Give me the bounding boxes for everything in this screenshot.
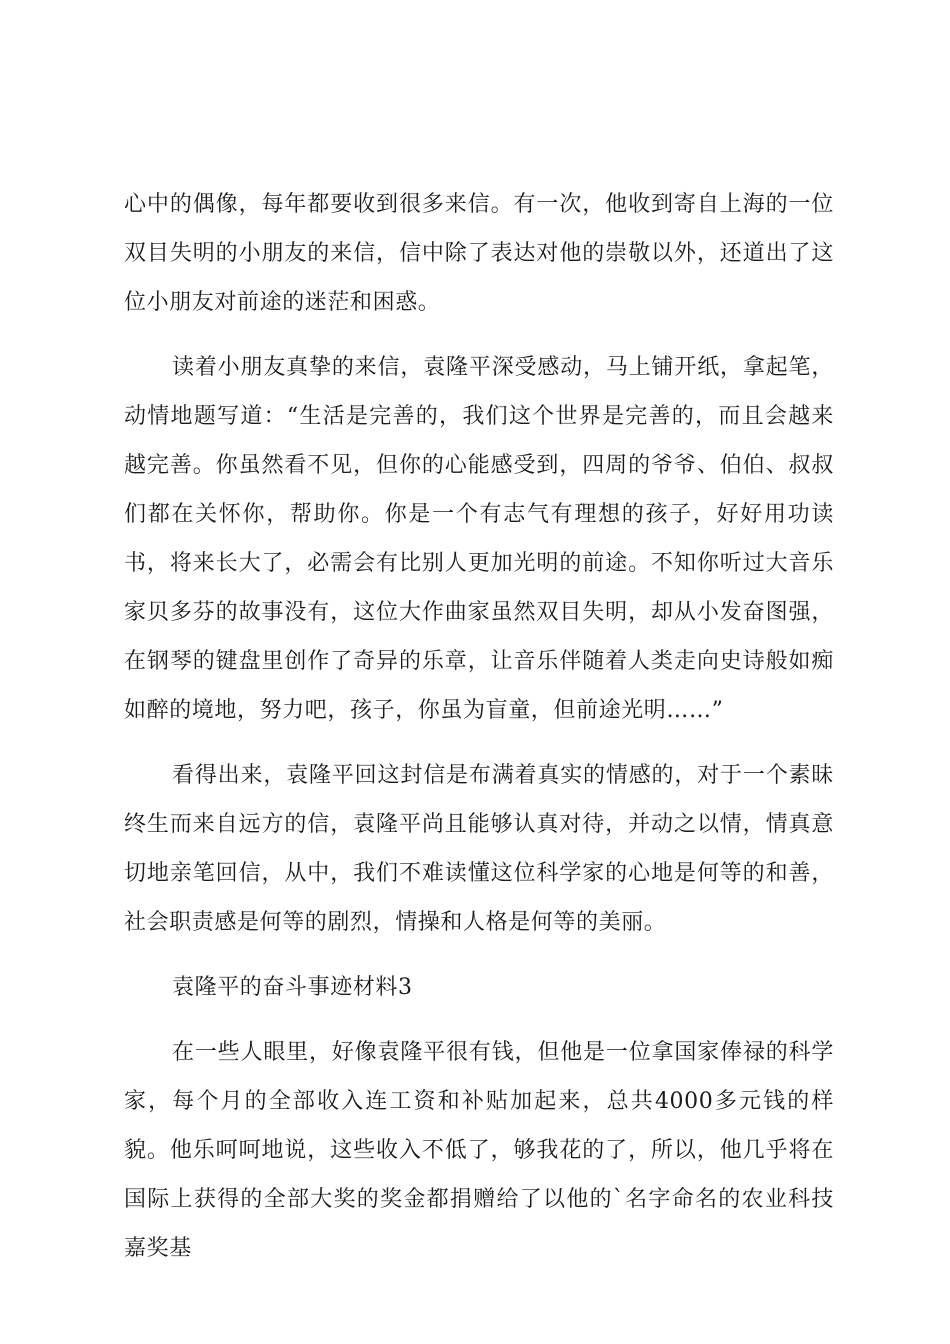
paragraph-commentary: 看得出来，袁隆平回这封信是布满着真实的情感的，对于一个素昧终生而来自远方的信，袁隆平尚且能够认真对待，并动之以情，情真意切地亲笔回信，从中，我们不难读懂这位科学家的心地是何等的和善，社会职责感是何等的剧烈，情操和人格是何等的美丽。 bbox=[124, 763, 834, 935]
section-heading: 袁隆平的奋斗事迹材料3 bbox=[172, 975, 413, 1000]
paragraph-income: 在一些人眼里，好像袁隆平很有钱，但他是一位拿国家俸禄的科学家，每个月的全部收入连工资和补贴加起来，总共4000多元钱的样貌。他乐呵呵地说，这些收入不低了，够我花的了，所以，他几乎将在国际上获得的全部大奖的奖金都捐赠给了以他的`名字命名的农业科技嘉奖基 bbox=[124, 1040, 834, 1261]
paragraph-continued: 心中的偶像，每年都要收到很多来信。有一次，他收到寄自上海的一位双目失明的小朋友的来信，信中除了表达对他的崇敬以外，还道出了这位小朋友对前途的迷茫和困惑。 bbox=[124, 192, 834, 315]
paragraph-letter-reply: 读着小朋友真挚的来信，袁隆平深受感动，马上铺开纸，拿起笔，动情地题写道：“生活是完善的，我们这个世界是完善的，而且会越来越完善。你虽然看不见，但你的心能感受到，四周的爷爷、伯伯、叔叔们都在关怀你，帮助你。你是一个有志气有理想的孩子，好好用功读书，将来长大了，必需会有比别人更加光明的前途。不知你听过大音乐家贝多芬的故事没有，这位大作曲家虽然双目失明，却从小发奋图强，在钢琴的键盘里创作了奇异的乐章，让音乐伴随着人类走向史诗般如痴如醉的境地，努力吧，孩子，你虽为盲童，但前途光明……” bbox=[124, 355, 834, 723]
document-body bbox=[124, 180, 834, 1289]
